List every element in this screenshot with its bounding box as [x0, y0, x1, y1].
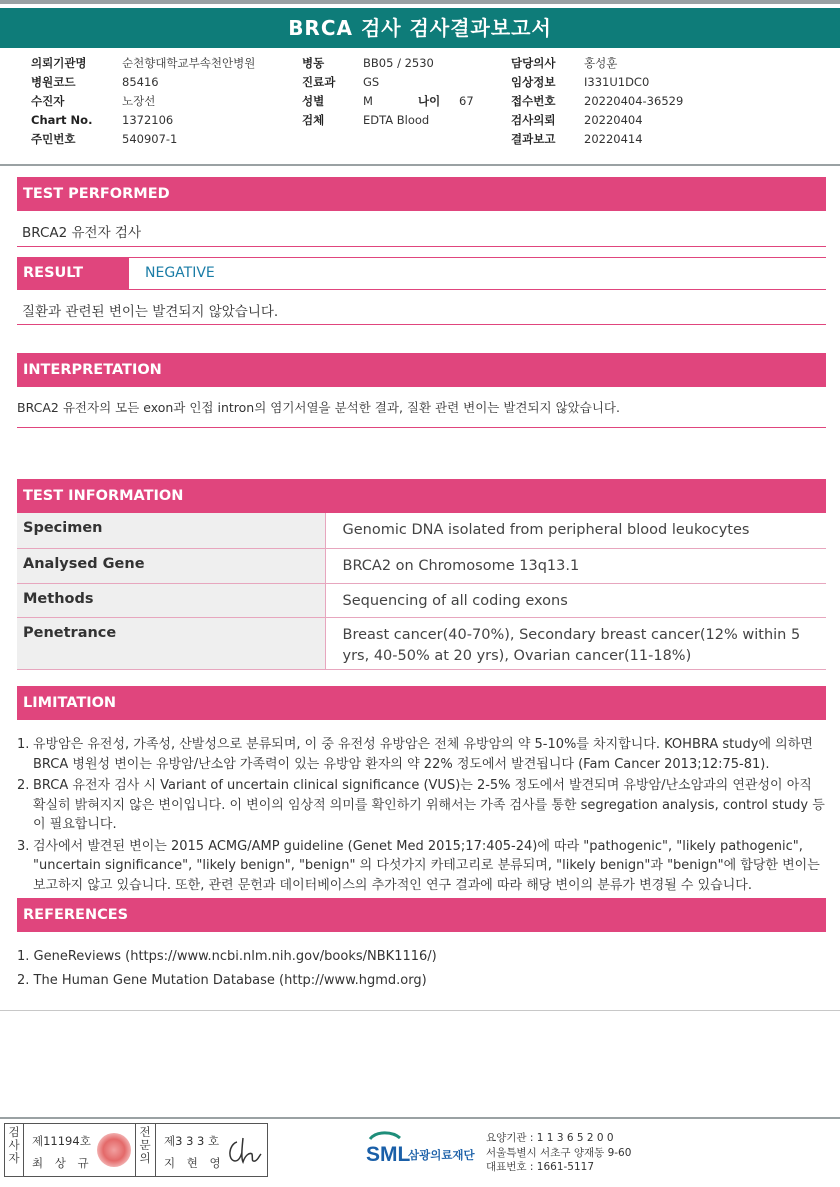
info-key: Methods — [17, 583, 325, 617]
info-value: Sequencing of all coding exons — [325, 583, 826, 617]
limitation-list — [17, 735, 825, 897]
seal-stamp-icon — [97, 1133, 131, 1167]
divider — [17, 324, 826, 325]
report-title: BRCA 검사 검사결과보고서 — [0, 8, 840, 48]
header-label: 수진자 — [31, 94, 65, 108]
header-label: 결과보고 — [511, 132, 556, 146]
result-bar — [17, 257, 826, 290]
header-value: EDTA Blood — [363, 113, 430, 127]
age-label: 나이 — [418, 94, 441, 108]
header-col-3 — [511, 54, 683, 149]
result-value: NEGATIVE — [145, 265, 215, 281]
header-label: 검체 — [302, 113, 325, 127]
test-information-table — [17, 513, 826, 670]
header-value: BB05 / 2530 — [363, 56, 434, 70]
signature-icon — [223, 1134, 263, 1168]
divider — [17, 246, 826, 247]
tester-name: 최 상 규 — [32, 1156, 93, 1170]
list-number: 3. — [17, 838, 30, 854]
list-item — [17, 735, 825, 774]
header-label: 병동 — [302, 56, 325, 70]
reference-text: GeneReviews (https://www.ncbi.nlm.nih.gov/books/NBK1116/) — [33, 949, 437, 964]
tester-license: 제11194호 — [32, 1134, 91, 1148]
header-label: 병원코드 — [31, 75, 76, 89]
list-number: 1. — [17, 737, 30, 752]
header-col-2 — [302, 54, 474, 130]
table-row — [17, 583, 826, 617]
sml-logo-icon — [366, 1131, 480, 1167]
header-label: 성별 — [302, 94, 325, 108]
institution-info — [486, 1131, 631, 1175]
divider — [155, 1124, 156, 1176]
test-performed-text: BRCA2 유전자 검사 — [22, 225, 142, 241]
divider — [23, 1124, 24, 1176]
table-row — [17, 617, 826, 669]
info-key: Analysed Gene — [17, 548, 325, 583]
info-value: Genomic DNA isolated from peripheral blood leukocytes — [325, 513, 826, 548]
footer-divider — [0, 1117, 840, 1119]
top-rule — [0, 0, 840, 4]
header-value: 홍성훈 — [584, 56, 618, 70]
header-label: 검사의뢰 — [511, 113, 556, 127]
list-item — [17, 776, 825, 835]
references-list — [17, 945, 437, 993]
header-label: 의뢰기관명 — [31, 56, 87, 70]
result-heading: RESULT — [17, 257, 129, 290]
institution-address: 서울특별시 서초구 양재동 9-60 — [486, 1146, 632, 1159]
header-label: 임상정보 — [511, 75, 556, 89]
header-value: M — [363, 94, 373, 108]
info-value: Breast cancer(40-70%), Secondary breast cancer(12% within 5 yrs, 40-50% at 20 yrs), Ovarian cancer(11-18%) — [325, 617, 826, 669]
institution-code: 요양기관 : 1 1 3 6 5 2 0 0 — [486, 1132, 614, 1144]
list-text: 검사에서 발견된 변이는 2015 ACMG/AMP guideline (Genet Med 2015;17:405-24)에 따라 "pathogenic", "likely pathogenic", "uncertain significance", "likely benign", "benign" 의 다섯가지 카테고리로 분류되며, "likely benign"과 "benign"에 합당한 변이는 보고하지 않고 있습니다. 또한, 관련 문헌과 데이터베이스의 추가적인 연구 결과에 따라 해당 변이의 분류가 변경될 수 있습니다. — [33, 838, 820, 893]
test-performed-heading: TEST PERFORMED — [17, 177, 826, 211]
bottom-divider — [0, 1010, 840, 1011]
header-value: 노장선 — [122, 94, 156, 108]
table-row — [17, 548, 826, 583]
list-text: 유방암은 유전성, 가족성, 산발성으로 분류되며, 이 중 유전성 유방암은 전체 유방암의 약 5-10%를 차지합니다. KOHBRA study에 의하면 BRCA 병원성 변이는 유방암/난소암 가족력이 있는 유방암 환자의 약 22% 정도에서 발견됩니다 (Fam Cancer 2013;12:75-81). — [33, 737, 813, 772]
header-label: 진료과 — [302, 75, 336, 89]
list-number: 1. — [17, 949, 30, 964]
age-value: 67 — [459, 94, 474, 108]
header-label: Chart No. — [31, 113, 93, 127]
header-value: 1372106 — [122, 113, 174, 127]
confirmer-license: 제3 3 3 호 — [164, 1134, 220, 1148]
test-information-heading: TEST INFORMATION — [17, 479, 826, 513]
divider — [135, 1124, 136, 1176]
reference-text: The Human Gene Mutation Database (http://www.hgmd.org) — [33, 973, 427, 988]
header-value: 540907-1 — [122, 132, 178, 146]
info-key: Specimen — [17, 513, 325, 548]
header-value: GS — [363, 75, 380, 89]
limitation-heading: LIMITATION — [17, 686, 826, 720]
tester-vertical-label: 검 사 자 — [8, 1125, 20, 1165]
header-value: 85416 — [122, 75, 159, 89]
org-name: 삼광의료재단 — [408, 1148, 475, 1162]
header-label: 주민번호 — [31, 132, 76, 146]
list-text: BRCA 유전자 검사 시 Variant of uncertain clinical significance (VUS)는 2-5% 정도에서 발견되며 유방암/난소암과의 연관성이 아직 확실히 밝혀지지 않은 변이입니다. 이 변이의 임상적 의미를 확인하기 위해서는 가족 검사를 통한 segregation analysis, control study 등이 필요합니다. — [33, 778, 825, 832]
header-label: 접수번호 — [511, 94, 556, 108]
signature-box — [4, 1123, 268, 1177]
header-value: 20220414 — [584, 132, 643, 146]
list-number: 2. — [17, 973, 30, 988]
table-row — [17, 513, 826, 548]
header-value: 순천향대학교부속천안병원 — [122, 56, 256, 70]
header-divider — [0, 164, 840, 166]
list-number: 2. — [17, 778, 30, 793]
list-item — [17, 837, 825, 896]
header-value: 20220404 — [584, 113, 643, 127]
sml-logo — [366, 1131, 480, 1171]
divider — [17, 427, 826, 428]
header-value: 20220404-36529 — [584, 94, 684, 108]
header-value: I331U1DC0 — [584, 75, 650, 89]
header-col-1 — [31, 54, 255, 149]
info-key: Penetrance — [17, 617, 325, 669]
info-value: BRCA2 on Chromosome 13q13.1 — [325, 548, 826, 583]
interpretation-heading: INTERPRETATION — [17, 353, 826, 387]
interpretation-text: BRCA2 유전자의 모든 exon과 인접 intron의 염기서열을 분석한 결과, 질환 관련 변이는 발견되지 않았습니다. — [17, 400, 620, 415]
confirmer-name: 지 현 영 — [164, 1156, 225, 1170]
institution-phone: 대표번호 : 1661-5117 — [486, 1161, 595, 1173]
references-heading: REFERENCES — [17, 898, 826, 932]
list-item — [17, 945, 437, 969]
confirmer-vertical-label: 전 문 의 — [139, 1125, 151, 1165]
logo-text: SML — [366, 1143, 411, 1166]
list-item — [17, 969, 437, 993]
result-text: 질환과 관련된 변이는 발견되지 않았습니다. — [22, 304, 279, 320]
header-label: 담당의사 — [511, 56, 556, 70]
